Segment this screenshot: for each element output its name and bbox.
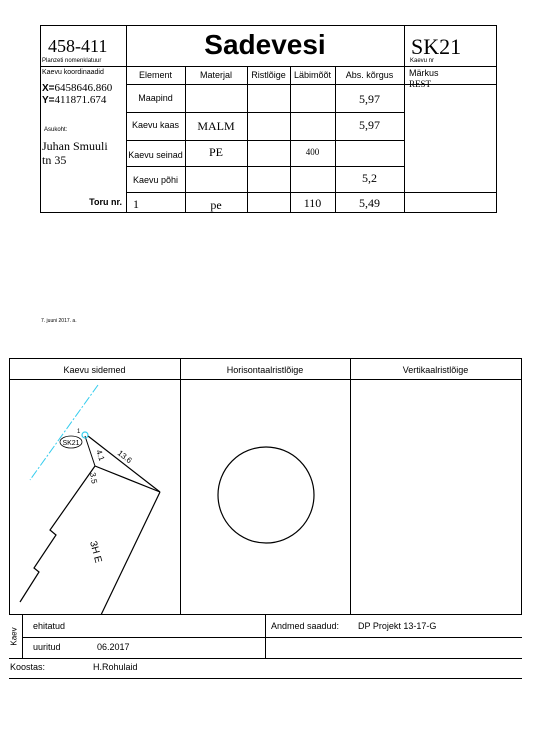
row-abs-height: 5,97 — [359, 118, 380, 132]
coord-y — [42, 94, 106, 106]
row-abs-height: 5,2 — [362, 171, 377, 185]
row-element: Maapind — [138, 93, 173, 103]
connections-sketch — [10, 380, 180, 614]
location-line-2: tn 35 — [42, 153, 67, 167]
location-label: Asukoht: — [44, 127, 68, 133]
row-diameter: 400 — [305, 147, 320, 157]
row-material: PE — [208, 145, 223, 159]
data-source-value: DP Projekt 13-17-G — [358, 621, 437, 631]
header-abs-height: Abs. kõrgus — [345, 70, 394, 80]
header-element: Element — [138, 70, 173, 80]
location-line-1: Juhan Smuuli — [42, 139, 108, 153]
coord-x-value: 6458646.860 — [54, 82, 113, 94]
building-outline — [95, 466, 160, 492]
coord-x — [42, 82, 112, 94]
header-diameter: Läbimõõt — [293, 70, 332, 80]
data-source-label: Andmed saadud: — [271, 621, 340, 631]
building-label: 3H E — [87, 539, 104, 565]
well-tag-label: SK21 — [62, 440, 80, 447]
page-title: Sadevesi — [204, 29, 326, 60]
row-element: Kaevu seinad — [128, 150, 183, 160]
section-connections-title: Kaevu sidemed — [63, 365, 126, 375]
survey-date: 06.2017 — [97, 642, 130, 652]
status-built: ehitatud — [33, 621, 66, 631]
row-material: MALM — [197, 119, 235, 133]
coord-x-label: X= — [42, 83, 55, 94]
notes-value: REST — [409, 79, 432, 89]
coords-label: Kaevu koordinaadid — [42, 69, 104, 76]
pipe-number-label: 1 — [77, 429, 81, 435]
row-abs-height: 5,97 — [359, 92, 380, 106]
horizontal-section-drawing — [181, 380, 350, 614]
pipe-label: Toru nr. — [89, 197, 122, 207]
building-outline — [88, 436, 160, 492]
well-id: SK21 — [411, 34, 462, 59]
kaev-label: Kaev — [9, 627, 19, 646]
well-cross-section-circle — [218, 447, 314, 543]
section-vertical-title: Vertikaalristlõige — [402, 365, 469, 375]
pipe-abs-height: 5,49 — [359, 196, 380, 210]
coord-y-value: 411871.674 — [54, 94, 107, 106]
header-material: Materjal — [199, 70, 232, 80]
row-element: Kaevu põhi — [132, 175, 179, 185]
dim-c-label: 3.5 — [88, 471, 99, 485]
row-element: Kaevu kaas — [131, 120, 180, 130]
status-surveyed: uuritud — [33, 642, 61, 652]
section-horizontal-title: Horisontaalristlõige — [226, 365, 304, 375]
dim-a-label: 4.1 — [94, 448, 107, 463]
author-label: Koostas: — [10, 662, 46, 672]
map-sheet-label: Planzeti nomenklatuur — [42, 58, 102, 64]
cyan-utility-line — [30, 385, 98, 480]
pipe-diameter: 110 — [303, 196, 322, 210]
pipe-number: 1 — [133, 197, 139, 211]
header-notes: Märkus — [409, 68, 439, 78]
document-date: 7. juuni 2017. a. — [41, 318, 77, 324]
header-cross-section: Ristlõige — [251, 70, 286, 80]
map-sheet-number: 458-411 — [48, 36, 108, 56]
pipe-material: pe — [210, 198, 222, 212]
author-value: H.Rohulaid — [93, 662, 138, 672]
coord-y-label: Y= — [42, 95, 55, 106]
well-id-label: Kaevu nr — [410, 58, 435, 64]
building-outline — [100, 492, 160, 614]
building-outline — [20, 466, 95, 602]
dim-b-label: 13.6 — [115, 448, 134, 466]
